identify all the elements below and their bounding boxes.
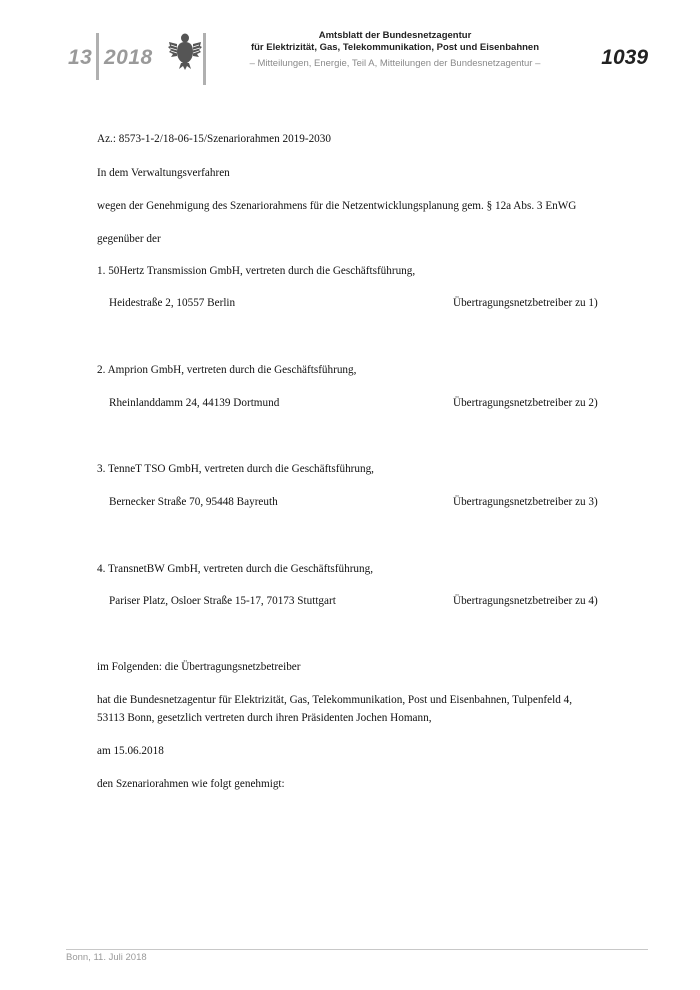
party-role: Übertragungsnetzbetreiber zu 1) bbox=[453, 297, 598, 309]
issue-number: 13 bbox=[68, 46, 93, 69]
footer-divider bbox=[66, 949, 648, 950]
decision-text: den Szenariorahmen wie folgt genehmigt: bbox=[97, 778, 285, 790]
subject-text: wegen der Genehmigung des Szenariorahmens für die Netzentwicklungsplanung gem. § 12a Abs. 3 EnWG bbox=[97, 200, 577, 212]
party-address: Pariser Platz, Osloer Straße 15-17, 70173 Stuttgart bbox=[109, 595, 336, 607]
party-role: Übertragungsnetzbetreiber zu 4) bbox=[453, 595, 598, 607]
gazette-title-line2: für Elektrizität, Gas, Telekommunikation, Post und Eisenbahnen bbox=[250, 42, 540, 53]
authority-text: hat die Bundesnetzagentur für Elektrizität, Gas, Telekommunikation, Post und Eisenbahnen, Tulpenfeld 4, bbox=[97, 694, 573, 706]
following-text: im Folgenden: die Übertragungsnetzbetreiber bbox=[97, 661, 301, 673]
authority-text-line2: 53113 Bonn, gesetzlich vertreten durch ihren Präsidenten Jochen Homann, bbox=[97, 712, 432, 724]
issue-year: 2018 bbox=[104, 46, 153, 69]
page-number: 1039 bbox=[601, 46, 648, 69]
party-address: Bernecker Straße 70, 95448 Bayreuth bbox=[109, 496, 278, 508]
party-role: Übertragungsnetzbetreiber zu 2) bbox=[453, 397, 598, 409]
party-name: 1. 50Hertz Transmission GmbH, vertreten durch die Geschäftsführung, bbox=[97, 265, 416, 277]
gazette-title: Amtsblatt der Bundesnetzagentur bbox=[318, 30, 472, 41]
party-role: Übertragungsnetzbetreiber zu 3) bbox=[453, 496, 598, 508]
reference-number: Az.: 8573-1-2/18-06-15/Szenariorahmen 2019-2030 bbox=[97, 133, 331, 145]
header-separator bbox=[96, 33, 99, 80]
intro-text: In dem Verwaltungsverfahren bbox=[97, 167, 230, 179]
party-name: 2. Amprion GmbH, vertreten durch die Geschäftsführung, bbox=[97, 364, 357, 376]
header-separator bbox=[203, 33, 206, 85]
footer-place-date: Bonn, 11. Juli 2018 bbox=[66, 952, 147, 963]
against-text: gegenüber der bbox=[97, 233, 161, 245]
federal-eagle-icon bbox=[168, 30, 202, 70]
party-name: 3. TenneT TSO GmbH, vertreten durch die Geschäftsführung, bbox=[97, 463, 374, 475]
decision-date: am 15.06.2018 bbox=[97, 745, 164, 757]
party-address: Rheinlanddamm 24, 44139 Dortmund bbox=[109, 397, 280, 409]
party-address: Heidestraße 2, 10557 Berlin bbox=[109, 297, 236, 309]
party-name: 4. TransnetBW GmbH, vertreten durch die Geschäftsführung, bbox=[97, 563, 374, 575]
gazette-subtitle: – Mitteilungen, Energie, Teil A, Mitteilungen der Bundesnetzagentur – bbox=[249, 58, 541, 69]
